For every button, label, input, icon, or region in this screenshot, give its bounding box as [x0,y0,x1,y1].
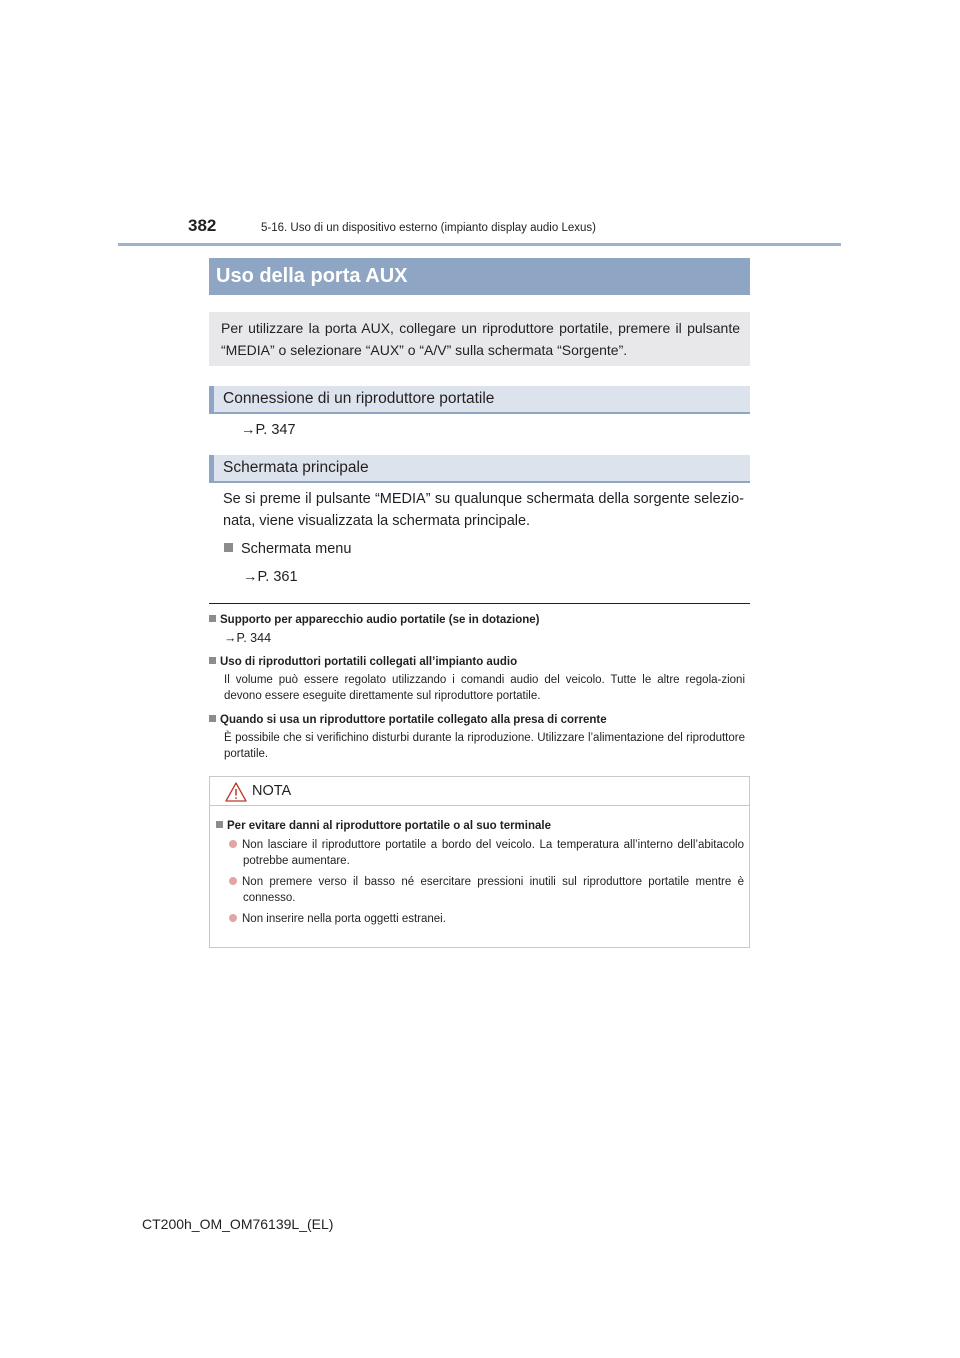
warning-triangle-icon [225,782,247,802]
cross-reference-link[interactable]: →P. 347 [241,422,296,438]
nota-heading: Per evitare danni al riproduttore portatile o al suo terminale [227,820,551,832]
note-text: Il volume può essere regolato utilizzando i comandi audio del veicolo. Tutte le altre regola-zioni devono essere eseguite direttamente sul riproduttore portatile. [224,674,745,702]
note-text: È possibile che si verifichino disturbi durante la riproduzione. Utilizzare l’alimentazione del riproduttore portatile. [224,732,745,760]
nota-header [210,777,749,806]
nota-bullet-text: Non inserire nella porta oggetti estranei. [242,913,446,925]
bullet-dot-icon [229,840,237,848]
section-heading-main-screen: Schermata principale [209,455,750,483]
nota-bullet [216,911,744,927]
nota-bullet-text: Non lasciare il riproduttore portatile a bordo del veicolo. La temperatura all’interno dell’abitacolo potrebbe aumentare. [242,839,744,867]
bullet-dot-icon [229,914,237,922]
nota-bullet [216,837,744,869]
cross-reference-link[interactable]: →P. 361 [243,569,298,585]
note-heading: Uso di riproduttori portatili collegati all’impianto audio [220,656,518,668]
square-bullet-icon [209,615,216,622]
chapter-title: 5-16. Uso di un dispositivo esterno (impianto display audio Lexus) [261,222,596,234]
page-number: 382 [188,216,217,235]
nota-content [216,820,744,927]
bullet-dot-icon [229,877,237,885]
square-bullet-icon [209,715,216,722]
document-code-footer: CT200h_OM_OM76139L_(EL) [142,1216,334,1232]
nota-bullet [216,874,744,906]
page-title: Uso della porta AUX [209,258,750,295]
section-paragraph: Se si preme il pulsante “MEDIA” su qualunque schermata della sorgente selezio-nata, viene visualizzata la schermata principale. [223,491,744,529]
section-heading-connection: Connessione di un riproduttore portatile [209,386,750,414]
square-bullet-icon [216,821,223,828]
nota-box [209,776,750,948]
square-bullet-icon [224,543,233,552]
square-bullet-icon [209,657,216,664]
nota-bullet-text: Non premere verso il basso né esercitare pressioni inutili sul riproduttore portatile mentre è connesso. [242,876,744,904]
note-heading: Quando si usa un riproduttore portatile collegato alla presa di corrente [220,714,607,726]
intro-box [209,312,750,366]
intro-text: Per utilizzare la porta AUX, collegare un riproduttore portatile, premere il pulsante “MEDIA” o selezionare “AUX” o “A/V” sulla schermata “Sorgente”. [221,320,740,358]
cross-reference-link[interactable]: →P. 344 [224,631,272,645]
subheading-label: Schermata menu [241,541,352,557]
note-heading: Supporto per apparecchio audio portatile (se in dotazione) [220,614,540,626]
note-item [209,614,750,646]
header-rule [118,243,841,246]
nota-label: NOTA [252,783,292,799]
note-item [209,714,745,762]
section-divider [209,603,750,604]
subheading-menu [224,541,351,557]
note-item [209,656,745,704]
